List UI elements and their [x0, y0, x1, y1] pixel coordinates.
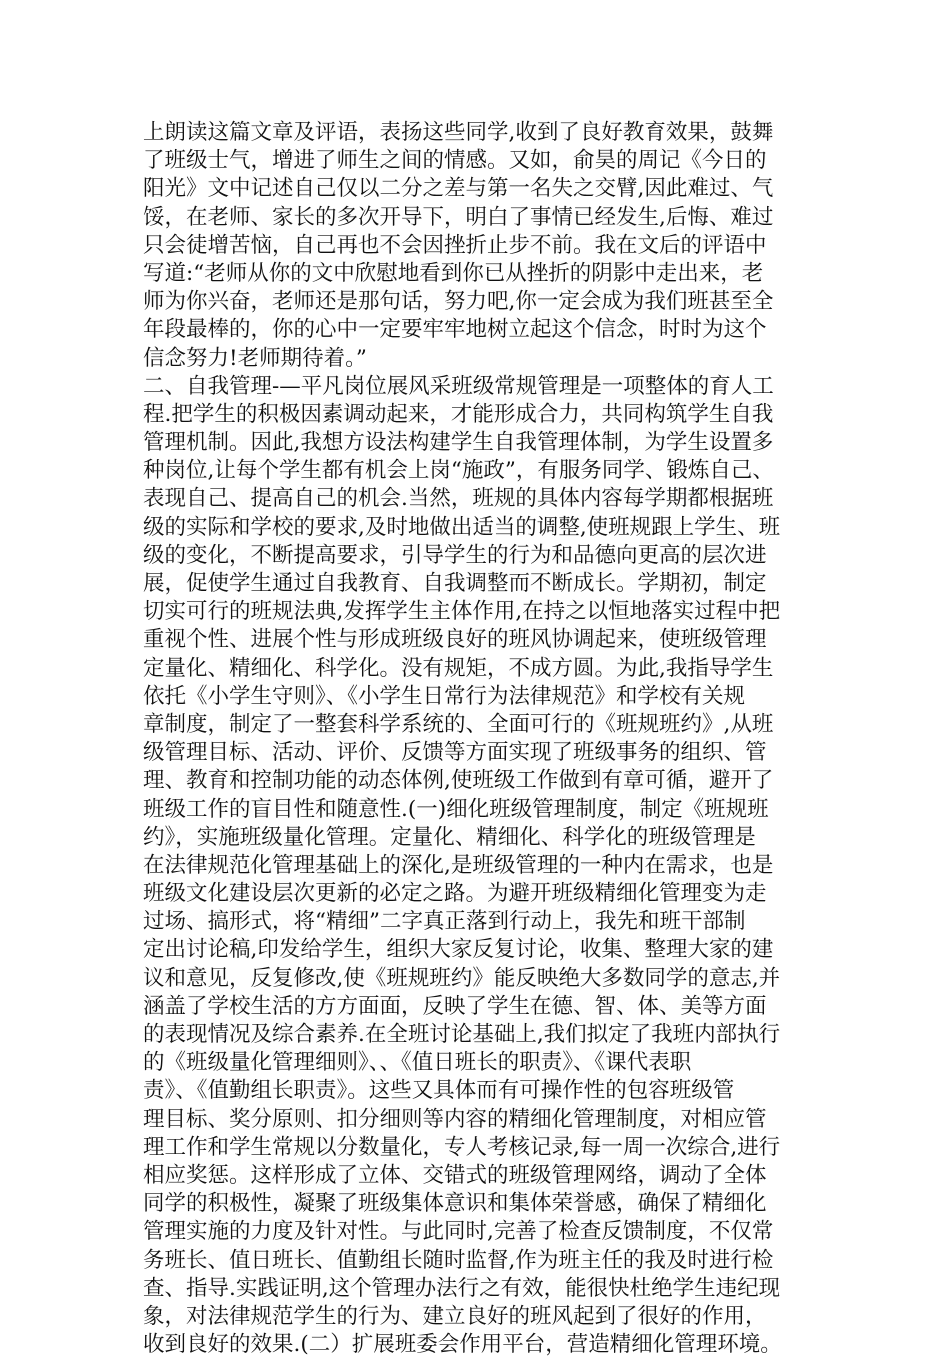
- text-line: 的《班级量化管理细则》、、《值日班长的职责》、《课代表职: [143, 1050, 692, 1076]
- text-line: 定出讨论稿,印发给学生，组织大家反复讨论，收集、整理大家的建: [143, 937, 774, 963]
- text-line: 上朗读这篇文章及评语，表扬这些同学,收到了良好教育效果，鼓舞: [143, 120, 774, 145]
- text-line: 责》、《值勤组长职责》。这些又具体而有可操作性的包容班级管: [143, 1078, 735, 1104]
- text-line: 班级文化建设层次更新的必定之路。为避开班级精细化管理变为走: [143, 881, 767, 907]
- text-line: 师为你兴奋，老师还是那句话，努力吧,你一定会成为我们班甚至全: [143, 289, 774, 315]
- text-line: 务班长、值日班长、值勤组长随时监督,作为班主任的我及时进行检: [143, 1247, 774, 1273]
- text-line: 级管理目标、活动、评价、反馈等方面实现了班级事务的组织、管: [143, 740, 767, 766]
- text-line: 定量化、精细化、科学化。没有规矩，不成方圆。为此,我指导学生: [143, 655, 774, 681]
- text-line: 同学的积极性，凝聚了班级集体意识和集体荣誉感，确保了精细化: [143, 1191, 767, 1217]
- text-line: 表现自己、提高自己的机会.当然，班规的具体内容每学期都根据班: [143, 486, 774, 512]
- text-line: 理、教育和控制功能的动态体例,使班级工作做到有章可循，避开了: [143, 768, 774, 794]
- text-line: 的表现情况及综合素养.在全班讨论基础上,我们拟定了我班内部执行: [143, 1022, 781, 1047]
- text-line: 阳光》文中记述自己仅以二分之差与第一名失之交臂,因此难过、气: [143, 176, 774, 202]
- text-line: 象，对法律规范学生的行为、建立良好的班风起到了很好的作用，: [143, 1303, 767, 1329]
- text-line: 只会徒增苦恼，自己再也不会因挫折止步不前。我在文后的评语中: [143, 232, 767, 258]
- text-line: 议和意见，反复修改,使《班规班约》能反映绝大多数同学的意志,并: [143, 965, 781, 991]
- text-line: 切实可行的班规法典,发挥学生主体作用,在持之以恒地落实过程中把: [143, 599, 781, 625]
- text-line: 写道:“老师从你的文中欣慰地看到你已从挫折的阴影中走出来，老: [143, 260, 764, 286]
- text-line: 涵盖了学校生活的方方面面，反映了学生在德、智、体、美等方面: [143, 993, 767, 1019]
- text-line: 理工作和学生常规以分数量化，专人考核记录,每一周一次综合,进行: [143, 1134, 781, 1160]
- text-line: 信念努力!老师期待着。”: [143, 345, 367, 371]
- text-line: 在法律规范化管理基础上的深化,是班级管理的一种内在需求，也是: [143, 852, 774, 878]
- text-line: 相应奖惩。这样形成了立体、交错式的班级管理网络，调动了全体: [143, 1162, 767, 1188]
- text-line: 级的变化，不断提高要求，引导学生的行为和品德向更高的层次进: [143, 542, 767, 568]
- text-line: 查、指导.实践证明,这个管理办法行之有效，能很快杜绝学生违纪现: [143, 1275, 781, 1301]
- text-line: 种岗位,让每个学生都有机会上岗“施政”，有服务同学、锻炼自己、: [143, 458, 774, 484]
- text-line: 重视个性、进展个性与形成班级良好的班风协调起来，使班级管理: [143, 627, 767, 653]
- text-line: 收到良好的效果.(二）扩展班委会作用平台，营造精细化管理环境。: [143, 1332, 782, 1358]
- text-line: 管理实施的力度及针对性。与此同时,完善了检查反馈制度，不仅常: [143, 1219, 774, 1245]
- text-line: 展，促使学生通过自我教育、自我调整而不断成长。学期初，制定: [143, 571, 767, 596]
- text-line: 程.把学生的积极因素调动起来，才能形成合力，共同构筑学生自我: [143, 401, 774, 427]
- text-line: 班级工作的盲目性和随意性.(一)细化班级管理制度，制定《班规班: [143, 796, 769, 822]
- body-text: [143, 119, 823, 1359]
- text-line: 依托《小学生守则》、《小学生日常行为法律规范》和学校有关规: [143, 683, 746, 709]
- text-line: 馁，在老师、家长的多次开导下，明白了事情已经发生,后悔、难过: [143, 204, 774, 230]
- text-line: 章制度，制定了一整套科学系统的、全面可行的《班规班约》,从班: [143, 711, 774, 737]
- text-line: 管理机制。因此,我想方设法构建学生自我管理体制，为学生设置多: [143, 430, 774, 456]
- text-line: 年段最棒的，你的心中一定要牢牢地树立起这个信念，时时为这个: [143, 317, 767, 343]
- text-line: 级的实际和学校的要求,及时地做出适当的调整,使班规跟上学生、班: [143, 514, 781, 540]
- text-line: 二、自我管理-—平凡岗位展风采班级常规管理是一项整体的育人工: [143, 373, 774, 399]
- text-line: 过场、搞形式，将“精细”二字真正落到行动上，我先和班干部制: [143, 909, 746, 935]
- text-line: 理目标、奖分原则、扣分细则等内容的精细化管理制度，对相应管: [143, 1106, 767, 1132]
- text-line: 约》，实施班级量化管理。定量化、精细化、科学化的班级管理是: [143, 824, 756, 850]
- text-line: 了班级士气，增进了师生之间的情感。又如，俞昊的周记《今日的: [143, 148, 767, 174]
